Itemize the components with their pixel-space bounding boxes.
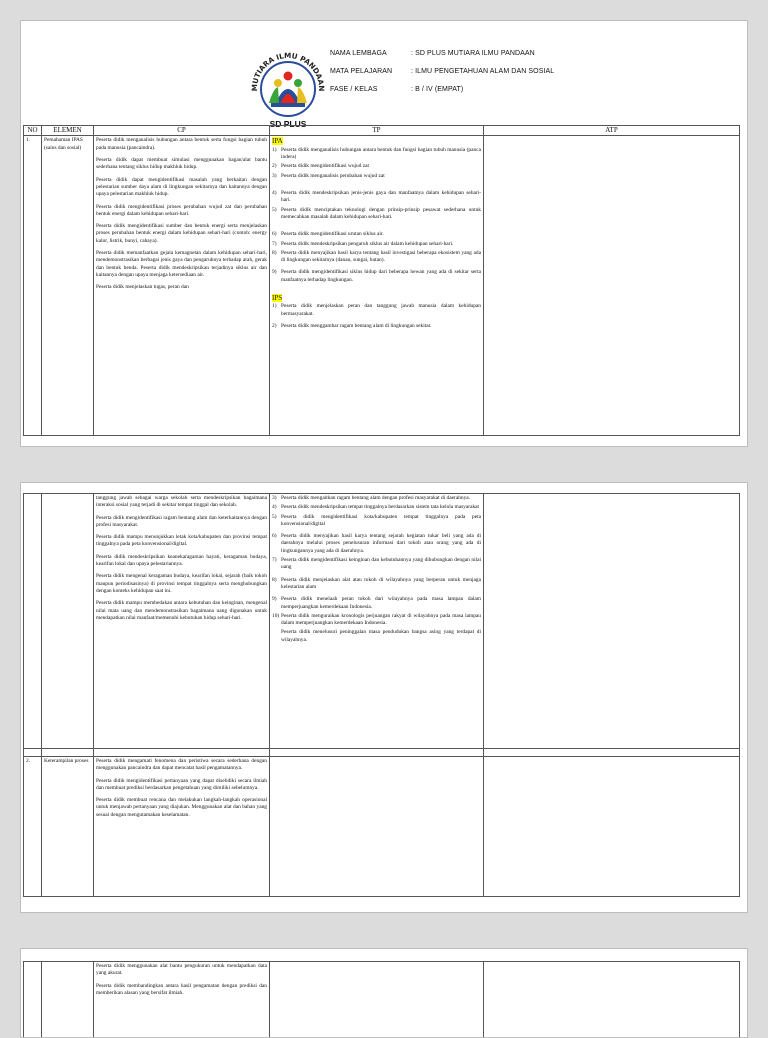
cp-paragraph: Peserta didik mengamati fenomena dan peristiwa secara sederhana dengan menggunakan pancaindra dan dapat mencatat hasil pengamatannya.	[96, 758, 267, 773]
cell-atp	[484, 962, 740, 1038]
header-label-nama-lembaga: NAMA LEMBAGA	[330, 50, 387, 57]
table-row	[24, 494, 740, 749]
list-item: 2) Peserta didik menggambar ragam bentang alam di lingkungan sekitar.	[272, 323, 481, 330]
list-item: 10) Peserta didik menguraikan kronologis perjuangan rakyat di wilayahnya pada masa lampau dalam memperjuangkan kemerdekaan Indonesia.	[272, 613, 481, 628]
column-header-atp: ATP	[484, 126, 740, 136]
cell-atp	[484, 136, 740, 436]
school-logo	[247, 45, 339, 131]
list-item: 6) Peserta didik menyajikan hasil karya tentang sejarah kegiatan tukar beli yang ada di daerahnya melalui proses penelusuran informasi dari tokoh atau orang yang ada di lingkungannya yang ada di daerahnya.	[272, 533, 481, 555]
list-item: 9) Peserta didik menelaah peran tokoh dari wilayahnya pada masa lampau dalam memperjuangkan kemerdekaan Indonesia.	[272, 596, 481, 611]
list-item: 5) Peserta didik mengidentifikasi kota/kabupaten tempat tinggalnya pada peta konvensional/digital	[272, 514, 481, 529]
cp-paragraph: Peserta didik mendeskripsikan keanekaragaman hayati, keragaman budaya, kearifan lokal dan upaya pelestariannya.	[96, 554, 267, 569]
cell-elemen	[42, 962, 94, 1038]
cp-paragraph: Peserta didik mengidentifikasi proses perubahan wujud zat dan perubahan bentuk energi dalam kehidupan sehari-hari.	[96, 204, 267, 219]
table-row	[24, 962, 740, 1038]
tp-ipa-label: IPA	[272, 137, 283, 145]
cell-elemen	[42, 494, 94, 749]
cp-paragraph: Peserta didik menggunakan alat bantu pengukuran untuk mendapatkan data yang akurat.	[96, 963, 267, 978]
header-label-mata-pelajaran: MATA PELAJARAN	[330, 68, 392, 75]
cp-paragraph: Peserta didik mengidentifikasi sumber dan bentuk energi serta menjelaskan proses perubahan bentuk energi dalam kehidupan sehari-hari (contoh: energy kalor, listrik, bunyi, cahaya).	[96, 223, 267, 245]
list-item: 8) Peserta didik menyajikan hasil karya tentang hasil investigasi beberapa ekosistem yang ada di lingkungan sekitarnya (danau, sungai, hutan).	[272, 250, 481, 265]
header-value-mata-pelajaran: : ILMU PENGETAHUAN ALAM DAN SOSIAL	[411, 68, 554, 75]
list-item: 4) Peserta didik mendeskripsikan tempat tinggalnya berdasarkan sistem tata kelola masyarakat	[272, 504, 481, 511]
column-header-elemen: ELEMEN	[42, 126, 94, 136]
table-row	[24, 136, 740, 436]
list-item: 7) Peserta didik mengidentifikasi keinginan dan kebutuhannya yang dihubungkan dengan nilai uang	[272, 557, 481, 572]
cell-tp	[270, 136, 484, 436]
curriculum-table-page-3	[23, 961, 740, 1038]
list-item: 1) Peserta didik menganalisis hubungan antara bentuk dan fungsi bagian tubuh manusia (panca indera)	[272, 147, 481, 162]
cell-cp	[94, 757, 270, 897]
cell-atp	[484, 757, 740, 897]
cp-paragraph: Peserta didik mampu membedakan antara kebutuhan dan keinginan, mengenal nilai mata uang dan mendemonstrasikan bagaimana uang digunakan untuk mendapatkan nilai manfaat/memenuhi kebutuhan hidup sehari-hari.	[96, 600, 267, 622]
list-item: 3) Peserta didik menganalisis perubahan wujud zat	[272, 173, 481, 180]
cell-elemen: Keterampilan proses	[42, 757, 94, 897]
tp-ips-label: IPS	[272, 294, 282, 302]
cp-paragraph: Peserta didik mengidentifikasi ragam bentang alam dan keterkaitannya dengan profesi masyarakat.	[96, 515, 267, 530]
table-row	[24, 757, 740, 897]
cp-paragraph: tanggung jawab sebagai warga sekolah serta mendeskripsikan bagaimana interaksi sosial yang terjadi di sekitar tempat tinggal dan sekolah.	[96, 495, 267, 510]
table-header-row	[24, 126, 740, 136]
header-value-nama-lembaga: : SD PLUS MUTIARA ILMU PANDAAN	[411, 50, 535, 57]
list-item: 9) Peserta didik mengidentifikasi siklus hidup dari beberapa hewan yang ada di sekitar serta manfaatnya terhadap lingkungan.	[272, 269, 481, 284]
header-label-fase-kelas: FASE / KELAS	[330, 86, 378, 93]
cp-paragraph: Peserta didik mengidentifikasi pertanyaan yang dapat diselidiki secara ilmiah dan membuat prediksi berdasarkan pengetahuan yang dimiliki sebelumnya.	[96, 778, 267, 793]
list-item: 8) Peserta didik menjelaskan alat atau tokoh di wilayahnya yang berperan untuk menjaga kelestarian alam	[272, 577, 481, 592]
cp-paragraph: Peserta didik menganalisis hubungan antara bentuk serta fungsi bagian tubuh pada manusia (pancaindra).	[96, 137, 267, 152]
list-item: Peserta didik menelusuri peninggalan masa pendudukan bangsa asing yang terdapat di wilayahnya.	[272, 629, 481, 644]
cell-cp	[94, 494, 270, 749]
cp-paragraph: Peserta didik membandingkan antara hasil pengamatan dengan prediksi dan memberikan alasan yang bersifat ilmiah.	[96, 983, 267, 998]
document-page-2	[20, 482, 748, 913]
list-item: 6) Peserta didik mengidentifikasi urutan siklus air.	[272, 231, 481, 238]
cp-paragraph: Peserta didik dapat mengidentifikasi masalah yang berkaitan dengan pelestarian sumber daya alam di lingkungan sekitarnya dan kaitannya dengan upaya pelestarian makhluk hidup.	[96, 177, 267, 199]
cell-tp	[270, 757, 484, 897]
table-row	[24, 749, 740, 757]
curriculum-table-page-1	[23, 125, 740, 436]
column-header-tp: TP	[270, 126, 484, 136]
list-item: 3) Peserta didik mengaitkan ragam bentang alam dengan profesi masyarakat di daerahnya.	[272, 495, 481, 502]
cell-tp	[270, 962, 484, 1038]
cell-tp	[270, 494, 484, 749]
document-page-3	[20, 948, 748, 1038]
header-value-fase-kelas: : B / IV (EMPAT)	[411, 86, 463, 93]
cell-cp	[94, 136, 270, 436]
list-item: 4) Peserta didik mendeskripsikan jenis-jenis gaya dan manfaatnya dalam kehidupan sehari-hari.	[272, 190, 481, 205]
logo-arc-text: MUTIARA ILMU PANDAAN	[250, 51, 326, 91]
column-header-cp: CP	[94, 126, 270, 136]
cell-atp	[484, 494, 740, 749]
column-header-no: NO	[24, 126, 42, 136]
list-item: 5) Peserta didik menciptakan teknologi dengan prinsip-prinsip pesawat sederhana untuk memecahkan masalah dalam kehidupan sehari-hari.	[272, 207, 481, 222]
cell-elemen: Pemahaman IPAS (sains dan sosial)	[42, 136, 94, 436]
cell-cp	[94, 962, 270, 1038]
cp-paragraph: Peserta didik mengenal keragaman budaya, kearifan lokal, sejarah (baik tokoh maupun periodisasinya) di provinsi tempat tinggalnya serta menghubungkan dengan konteks kehidupan saat ini.	[96, 573, 267, 595]
curriculum-table-page-2	[23, 493, 740, 897]
cell-no	[24, 962, 42, 1038]
cell-no	[24, 494, 42, 749]
cell-no: 1.	[24, 136, 42, 436]
list-item: 1) Peserta didik menjelaskan peran dan tanggung jawab manusia dalam kehidupan bermasyarakat.	[272, 303, 481, 318]
list-item: 2) Peserta didik mengidentifikasi wujud zat	[272, 163, 481, 170]
cp-paragraph: Peserta didik memanfaatkan gejala kemagnetan dalam kehidupan sehari-hari, mendemonstrasikan berbagai jenis gaya dan pengaruhnya terhadap arah, gerak dan bentuk benda. Peserta didik mendeskripsikan terjadinya siklus air dan kaitannya dengan upaya menjaga ketersediaan air.	[96, 250, 267, 279]
cp-paragraph: Peserta didik mampu menunjukkan letak kota/kabupaten dan provinsi tempat tinggalnya pada peta konvensional/digital.	[96, 534, 267, 549]
cp-paragraph: Peserta didik dapat membuat simulasi menggunakan bagan/alat bantu sederhana tentang siklus hidup makhluk hidup.	[96, 157, 267, 172]
cp-paragraph: Peserta didik menjelaskan tugas, peran dan	[96, 284, 267, 291]
document-page-1	[20, 20, 748, 447]
school-logo-emblem	[247, 45, 329, 121]
logo-caption: SD PLUS	[247, 119, 329, 129]
cp-paragraph: Peserta didik membuat rencana dan melakukan langkah-langkah operasional untuk menjawab pertanyaan yang diajukan. Menggunakan alat dan bahan yang sesuai dengan mengutamakan keselamatan.	[96, 797, 267, 819]
cell-no: 2.	[24, 757, 42, 897]
list-item: 7) Peserta didik mendeskripsikan pengaruh siklus air dalam kehidupan sehari-hari.	[272, 241, 481, 248]
